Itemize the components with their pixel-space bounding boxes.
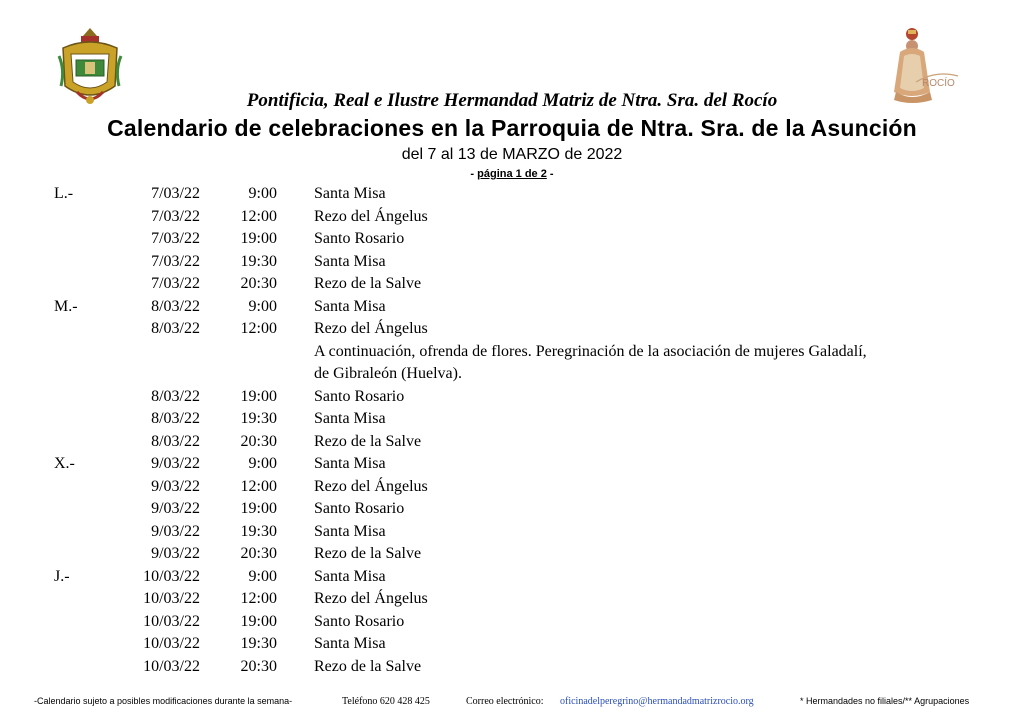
row-date: 8/03/22 — [151, 387, 200, 405]
row-time: 20:30 — [240, 657, 277, 675]
row-time: 12:00 — [240, 320, 277, 337]
schedule-row — [0, 588, 1024, 611]
right-logo-text: ROCÍO — [922, 78, 955, 89]
page-indicator — [0, 168, 1024, 180]
schedule-row — [0, 476, 1024, 499]
row-event: Santa Misa — [314, 185, 386, 202]
row-date: 9/03/22 — [151, 455, 200, 472]
schedule-list — [0, 183, 1024, 678]
row-date: 7/03/22 — [151, 185, 200, 202]
footer-hermandades-note: * Hermandades no filiales/** Agrupaciones — [800, 696, 970, 706]
schedule-row — [0, 206, 1024, 229]
row-date: 10/03/22 — [143, 612, 200, 630]
row-date: 10/03/22 — [143, 567, 200, 585]
row-time: 19:30 — [240, 410, 277, 427]
row-date: 7/03/22 — [151, 207, 200, 225]
row-time: 9:00 — [248, 297, 277, 315]
row-event: Santa Misa — [314, 522, 386, 540]
row-event: Rezo de la Salve — [314, 545, 422, 562]
schedule-row — [0, 611, 1024, 634]
row-time: 19:00 — [240, 230, 277, 247]
row-time: 20:30 — [240, 432, 277, 450]
row-event: Rezo de la Salve — [314, 275, 422, 292]
hermandad-name: Pontificia, Real e Ilustre Hermandad Matriz de Ntra. Sra. del Rocío — [246, 90, 778, 111]
row-date: 8/03/22 — [151, 297, 200, 315]
row-time: 20:30 — [240, 545, 277, 562]
row-event: Rezo del Ángelus — [314, 477, 428, 495]
day-label: L.- — [54, 185, 74, 202]
schedule-row — [0, 251, 1024, 274]
row-date: 10/03/22 — [143, 635, 200, 652]
row-date: 8/03/22 — [151, 410, 200, 427]
schedule-row — [0, 183, 1024, 206]
page-title: Calendario de celebraciones en la Parroquia de Ntra. Sra. de la Asunción — [107, 115, 917, 141]
schedule-row — [0, 521, 1024, 544]
date-range: del 7 al 13 de MARZO de 2022 — [401, 146, 623, 163]
day-label: M.- — [54, 297, 78, 315]
schedule-row — [0, 363, 1024, 386]
row-time: 12:00 — [240, 590, 277, 607]
schedule-row — [0, 273, 1024, 296]
row-date: 7/03/22 — [151, 275, 200, 292]
schedule-row — [0, 296, 1024, 319]
day-label: X.- — [54, 455, 75, 472]
footer-note: -Calendario sujeto a posibles modificaciones durante la semana- — [34, 696, 293, 706]
page-indicator-text: página 1 de 2 — [477, 168, 547, 180]
schedule-row — [0, 566, 1024, 589]
row-event: Rezo del Ángelus — [314, 207, 428, 225]
row-event: Santo Rosario — [314, 500, 405, 517]
page-indicator-prefix: - — [470, 168, 478, 180]
row-date: 7/03/22 — [151, 252, 200, 270]
row-time: 9:00 — [248, 567, 277, 585]
row-date: 7/03/22 — [151, 230, 200, 247]
row-time: 19:00 — [240, 612, 277, 630]
footer-phone: Teléfono 620 428 425 — [342, 696, 430, 707]
row-time: 19:30 — [240, 522, 277, 540]
row-event: Rezo del Ángelus — [314, 320, 428, 337]
schedule-row — [0, 431, 1024, 454]
row-date: 8/03/22 — [151, 320, 200, 337]
row-date: 9/03/22 — [151, 477, 200, 495]
row-event: de Gibraleón (Huelva). — [314, 365, 462, 382]
schedule-row — [0, 318, 1024, 341]
schedule-row — [0, 408, 1024, 431]
row-time: 9:00 — [248, 185, 277, 202]
row-date: 10/03/22 — [143, 590, 200, 607]
footer — [0, 696, 1024, 710]
row-event: Santo Rosario — [314, 387, 405, 405]
row-time: 9:00 — [248, 455, 277, 472]
row-event: Rezo de la Salve — [314, 432, 422, 450]
footer-email-label: Correo electrónico: — [466, 696, 544, 707]
schedule-row — [0, 543, 1024, 566]
row-event: Santa Misa — [314, 455, 386, 472]
row-time: 20:30 — [240, 275, 277, 292]
row-date: 8/03/22 — [151, 432, 200, 450]
schedule-row — [0, 341, 1024, 364]
row-time: 19:00 — [240, 500, 277, 517]
row-date: 9/03/22 — [151, 522, 200, 540]
row-event: Santa Misa — [314, 567, 386, 585]
schedule-row — [0, 633, 1024, 656]
schedule-row — [0, 498, 1024, 521]
row-event: Santa Misa — [314, 252, 386, 270]
row-time: 19:30 — [240, 635, 277, 652]
row-event: Santo Rosario — [314, 230, 405, 247]
row-event: A continuación, ofrenda de flores. Peregrinación de la asociación de mujeres Galadalí, — [314, 342, 867, 360]
schedule-row — [0, 386, 1024, 409]
row-time: 12:00 — [240, 207, 277, 225]
row-time: 19:30 — [240, 252, 277, 270]
row-event: Santa Misa — [314, 297, 386, 315]
schedule-row — [0, 228, 1024, 251]
row-time: 19:00 — [240, 387, 277, 405]
row-date: 9/03/22 — [151, 545, 200, 562]
page-indicator-suffix: - — [546, 168, 554, 180]
row-date: 9/03/22 — [151, 500, 200, 517]
schedule-row — [0, 656, 1024, 679]
row-date: 10/03/22 — [143, 657, 200, 675]
row-event: Rezo de la Salve — [314, 657, 422, 675]
schedule-row — [0, 453, 1024, 476]
day-label: J.- — [54, 567, 70, 585]
row-event: Santo Rosario — [314, 612, 405, 630]
row-time: 12:00 — [240, 477, 277, 495]
row-event: Rezo del Ángelus — [314, 590, 428, 607]
row-event: Santa Misa — [314, 410, 386, 427]
footer-email-link[interactable]: oficinadelperegrino@hermandadmatrizrocio.org — [560, 696, 754, 707]
row-event: Santa Misa — [314, 635, 386, 652]
